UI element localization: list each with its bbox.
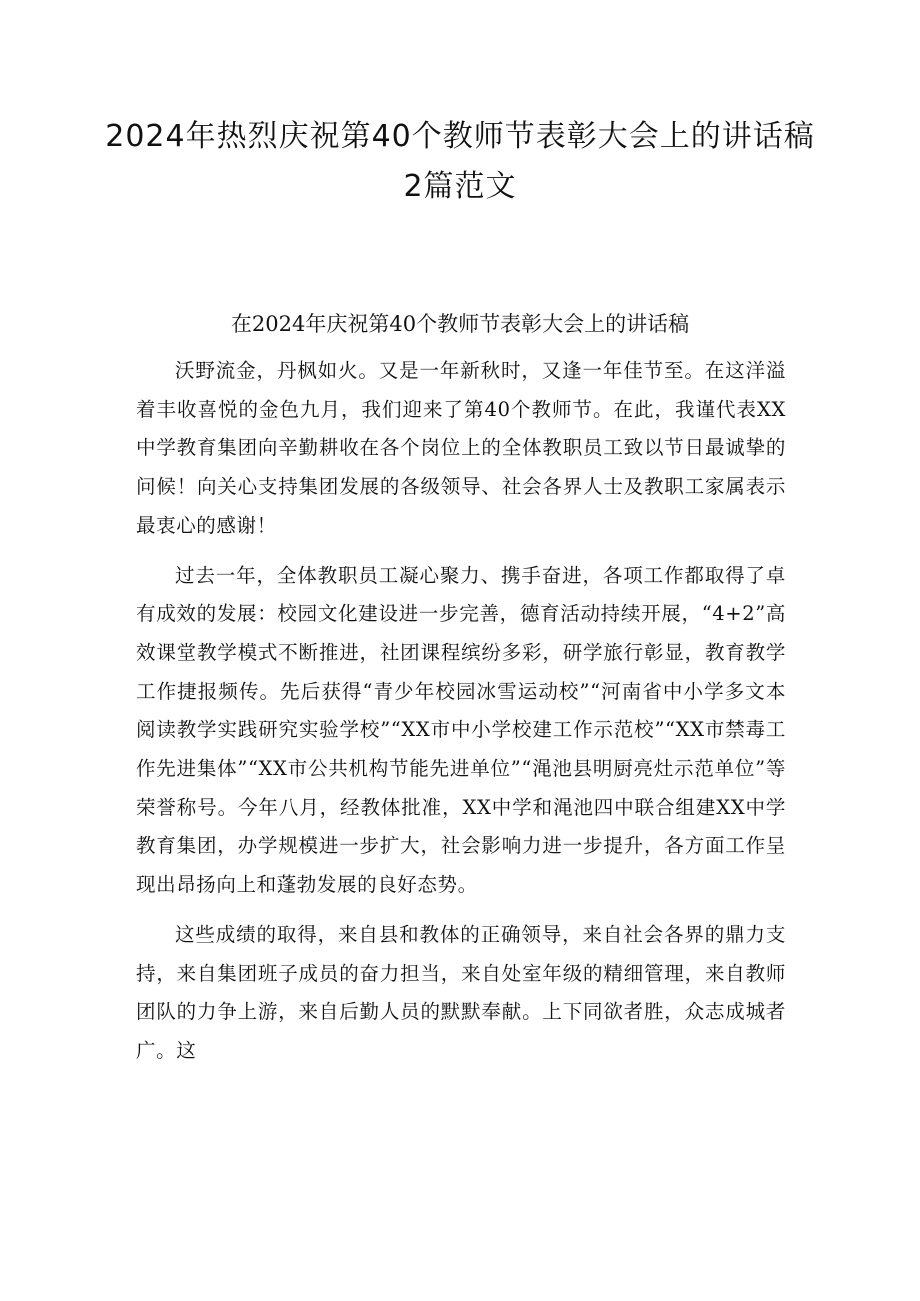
paragraph-3: 这些成绩的取得，来自县和教体的正确领导，来自社会各界的鼎力支持，来自集团班子成员的奋力担当，来自处室年级的精细管理，来自教师团队的力争上游，来自后勤人员的默默奉献。上下同欲者胜，众志成城者广。这 <box>136 922 786 1062</box>
paragraph-2: 过去一年，全体教职员工凝心聚力、携手奋进，各项工作都取得了卓有成效的发展：校园文化建设进一步完善，德育活动持续开展，“4+2”高效课堂教学模式不断推进，社团课程缤纷多彩，研学旅行彰显，教育教学工作捷报频传。先后获得“青少年校园冰雪运动校”“河南省中小学多文本阅读教学实践研究实验学校”“XX市中小学校建工作示范校”“XX市禁毒工作先进集体”“XX市公共机构节能先进单位”“渑池县明厨亮灶示范单位”等荣誉称号。今年八月，经教体批准，XX中学和渑池四中联合组建XX中学教育集团，办学规模进一步扩大，社会影响力进一步提升，各方面工作呈现出昂扬向上和蓬勃发展的良好态势。 <box>136 563 786 897</box>
speech-title: 在2024年庆祝第40个教师节表彰大会上的讲话稿 <box>230 312 690 336</box>
paragraph-1: 沃野流金，丹枫如火。又是一年新秋时，又逢一年佳节至。在这洋溢着丰收喜悦的金色九月，我们迎来了第40个教师节。在此，我谨代表XX中学教育集团向辛勤耕收在各个岗位上的全体教职员工致以节日最诚挚的问候！向关心支持集团发展的各级领导、社会各界人士及教职工家属表示最衷心的感谢！ <box>136 359 786 537</box>
document-body <box>136 352 786 1082</box>
document-title: 2024年热烈庆祝第40个教师节表彰大会上的讲话稿2篇范文 <box>105 119 815 204</box>
